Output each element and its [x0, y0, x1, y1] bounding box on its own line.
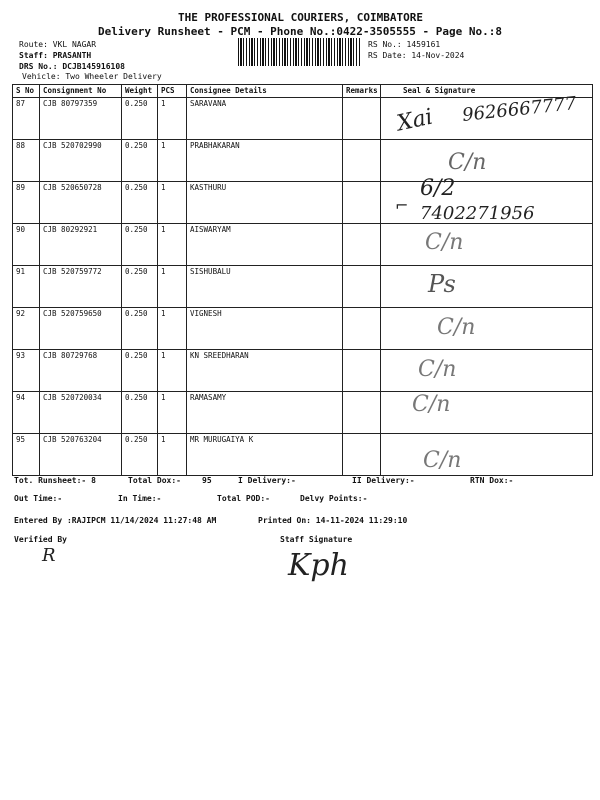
barcode	[238, 38, 360, 66]
table-row	[13, 266, 593, 308]
cell-sno: 91	[13, 266, 40, 308]
handwritten-signature: C/n	[437, 315, 476, 340]
col-header: Seal & Signature	[381, 85, 593, 98]
cell-pcs: 1	[158, 434, 187, 476]
cell-sno: 94	[13, 392, 40, 434]
cell-remarks	[343, 140, 381, 182]
cell-remarks	[343, 308, 381, 350]
total-dox-label: Total Dox:-	[128, 476, 181, 485]
handwritten-signature: C/n	[412, 392, 451, 417]
handwritten-signature: C/n	[448, 150, 487, 175]
total-dox-value: 95	[202, 476, 212, 485]
verified-by-label: Verified By	[14, 535, 67, 544]
cell-consignee: PRABHAKARAN	[187, 140, 343, 182]
cell-consignment: CJB 520720034	[40, 392, 122, 434]
scribble-mark: ⌐	[395, 196, 409, 215]
cell-signature	[381, 434, 593, 476]
cell-weight: 0.250	[122, 224, 158, 266]
table-row	[13, 140, 593, 182]
cell-weight: 0.250	[122, 266, 158, 308]
cell-weight: 0.250	[122, 140, 158, 182]
verified-signature: R	[42, 545, 56, 566]
printed-on: Printed On: 14-11-2024 11:29:10	[258, 516, 408, 525]
handwritten-signature: Ps	[428, 270, 456, 298]
col-header: Consignee Details	[187, 85, 343, 98]
cell-sno: 95	[13, 434, 40, 476]
cell-pcs: 1	[158, 182, 187, 224]
table-row	[13, 224, 593, 266]
cell-weight: 0.250	[122, 434, 158, 476]
cell-consignment: CJB 520763204	[40, 434, 122, 476]
cell-pcs: 1	[158, 308, 187, 350]
handwritten-signature: C/n	[418, 357, 457, 382]
cell-consignee: SARAVANA	[187, 98, 343, 140]
cell-consignee: KN SREEDHARAN	[187, 350, 343, 392]
i-delivery: I Delivery:-	[238, 476, 296, 485]
handwritten-signature: C/n	[425, 230, 464, 255]
cell-consignee: MR MURUGAIYA K	[187, 434, 343, 476]
cell-signature	[381, 308, 593, 350]
runsheet-title: Delivery Runsheet - PCM - Phone No.:0422-3505555 - Page No.:8	[98, 25, 502, 38]
handwritten-signature: 6/2	[420, 176, 456, 201]
out-time: Out Time:-	[14, 494, 63, 503]
runsheet-table	[12, 84, 593, 476]
route-label: Route: VKL NAGAR	[19, 40, 97, 49]
drs-number: DRS No.: DCJB145916108	[19, 62, 125, 71]
cell-consignment: CJB 80292921	[40, 224, 122, 266]
cell-sno: 90	[13, 224, 40, 266]
company-title: THE PROFESSIONAL COURIERS, COIMBATORE	[178, 11, 424, 24]
cell-remarks	[343, 434, 381, 476]
cell-consignment: CJB 520759772	[40, 266, 122, 308]
ii-delivery: II Delivery:-	[352, 476, 415, 485]
handwritten-phone: 7402271956	[420, 203, 535, 224]
cell-remarks	[343, 350, 381, 392]
cell-pcs: 1	[158, 98, 187, 140]
rs-number: RS No.: 1459161	[368, 40, 441, 49]
table-header-row	[13, 85, 593, 98]
table-row	[13, 350, 593, 392]
cell-weight: 0.250	[122, 98, 158, 140]
in-time: In Time:-	[118, 494, 162, 503]
table-row	[13, 392, 593, 434]
cell-sno: 93	[13, 350, 40, 392]
cell-signature	[381, 224, 593, 266]
cell-weight: 0.250	[122, 392, 158, 434]
cell-consignment: CJB 80797359	[40, 98, 122, 140]
cell-consignment: CJB 520759650	[40, 308, 122, 350]
cell-weight: 0.250	[122, 308, 158, 350]
table-row	[13, 434, 593, 476]
cell-sno: 92	[13, 308, 40, 350]
rs-date: RS Date: 14-Nov-2024	[368, 51, 465, 60]
col-header: S No	[13, 85, 40, 98]
delivery-points: Delvy Points:-	[300, 494, 368, 503]
cell-consignee: VIGNESH	[187, 308, 343, 350]
col-header: Remarks	[343, 85, 381, 98]
cell-pcs: 1	[158, 224, 187, 266]
entered-by: Entered By :RAJIPCM 11/14/2024 11:27:48 AM	[14, 516, 217, 525]
cell-pcs: 1	[158, 350, 187, 392]
table-row	[13, 308, 593, 350]
staff-label: Staff: PRASANTH	[19, 51, 92, 60]
handwritten-signature: C/n	[423, 448, 462, 473]
cell-weight: 0.250	[122, 182, 158, 224]
cell-sno: 88	[13, 140, 40, 182]
cell-consignment: CJB 520702990	[40, 140, 122, 182]
cell-consignment: CJB 80729768	[40, 350, 122, 392]
total-pod: Total POD:-	[217, 494, 270, 503]
cell-pcs: 1	[158, 392, 187, 434]
cell-consignee: RAMASAMY	[187, 392, 343, 434]
cell-remarks	[343, 98, 381, 140]
cell-consignee: KASTHURU	[187, 182, 343, 224]
col-header: Weight	[122, 85, 158, 98]
cell-remarks	[343, 182, 381, 224]
cell-pcs: 1	[158, 266, 187, 308]
rtn-dox: RTN Dox:-	[470, 476, 514, 485]
cell-sno: 89	[13, 182, 40, 224]
cell-weight: 0.250	[122, 350, 158, 392]
cell-remarks	[343, 392, 381, 434]
staff-signature: Kph	[288, 548, 349, 583]
handwritten-signature: Xai	[394, 104, 436, 137]
cell-signature	[381, 350, 593, 392]
cell-consignment: CJB 520650728	[40, 182, 122, 224]
staff-signature-label: Staff Signature	[280, 535, 353, 544]
cell-remarks	[343, 266, 381, 308]
cell-pcs: 1	[158, 140, 187, 182]
cell-consignee: AISWARYAM	[187, 224, 343, 266]
total-runsheet: Tot. Runsheet:- 8	[14, 476, 96, 485]
handwritten-phone: 9626667777	[461, 93, 578, 126]
cell-remarks	[343, 224, 381, 266]
cell-signature	[381, 266, 593, 308]
vehicle-label: Vehicle: Two Wheeler Delivery	[22, 72, 162, 81]
cell-consignee: SISHUBALU	[187, 266, 343, 308]
cell-signature	[381, 140, 593, 182]
cell-sno: 87	[13, 98, 40, 140]
col-header: Consignment No	[40, 85, 122, 98]
col-header: PCS	[158, 85, 187, 98]
